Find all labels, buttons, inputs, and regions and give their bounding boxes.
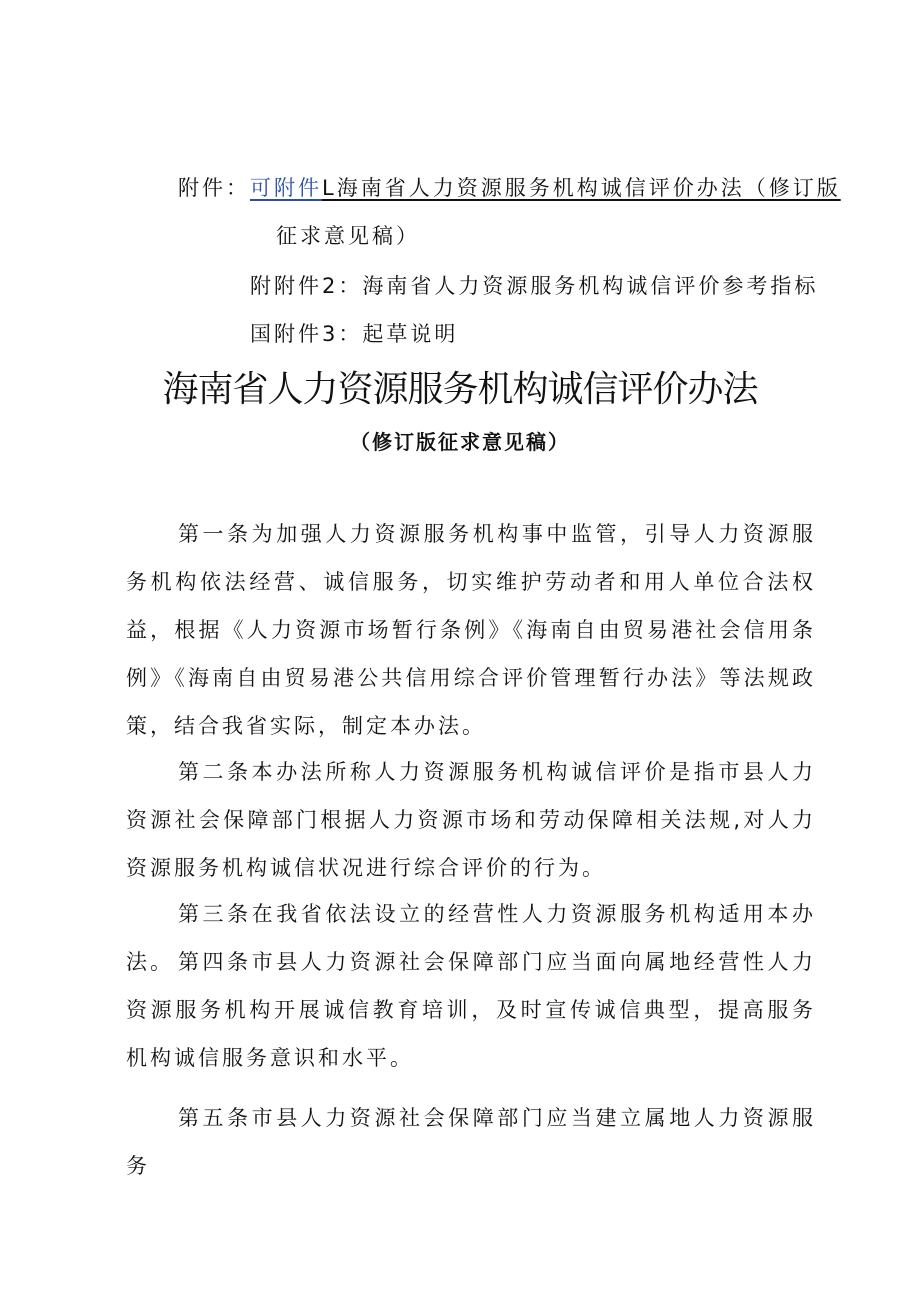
attachment-2-title: 海南省人力资源服务机构诚信评价参考指标 <box>362 274 819 298</box>
attachment-3-label: 国附件3： <box>250 322 363 346</box>
attachment-line-2[interactable] <box>250 272 818 300</box>
document-subtitle: （修订版征求意见稿） <box>350 430 570 454</box>
attachment-prefix: 附件： <box>178 176 250 200</box>
article-5: 第五条市县人力资源社会保障部门应当建立属地人力资源服务 <box>126 1106 816 1178</box>
attachment-2-label: 附附件2： <box>250 274 363 298</box>
attachment-line-1-continued: 征求意见稿） <box>276 224 420 248</box>
article-3: 第三条在我省依法设立的经营性人力资源服务机构适用本办法。 <box>126 902 816 974</box>
article-4: 第四条市县人力资源社会保障部门应当面向属地经营性人力资源服务机构开展诚信教育培训，及时宣传诚信典型，提高服务机构诚信服务意识和水平。 <box>126 950 816 1070</box>
attachment-3-title: 起草说明 <box>362 322 459 346</box>
attachment-line-1 <box>178 174 841 202</box>
article-2: 第二条本办法所称人力资源服务机构诚信评价是指市县人力资源社会保障部门根据人力资源市场和劳动保障相关法规,对人力资源服务机构诚信状况进行综合评价的行为。 <box>126 760 816 880</box>
article-1: 第一条为加强人力资源服务机构事中监管，引导人力资源服务机构依法经营、诚信服务，切实维护劳动者和用人单位合法权益，根据《人力资源市场暂行条例》《海南自由贸易港社会信用条例》《海南自由贸易港公共信用综合评价管理暂行办法》等法规政策，结合我省实际，制定本办法。 <box>126 522 816 738</box>
attachment-line-3[interactable] <box>250 320 458 348</box>
document-title: 海南省人力资源服务机构诚信评价办法 <box>162 369 758 410</box>
attachment-1-link[interactable]: 可附件 <box>250 176 322 200</box>
attachment-1-title[interactable]: L海南省人力资源服务机构诚信评价办法（修订版 <box>322 176 841 200</box>
